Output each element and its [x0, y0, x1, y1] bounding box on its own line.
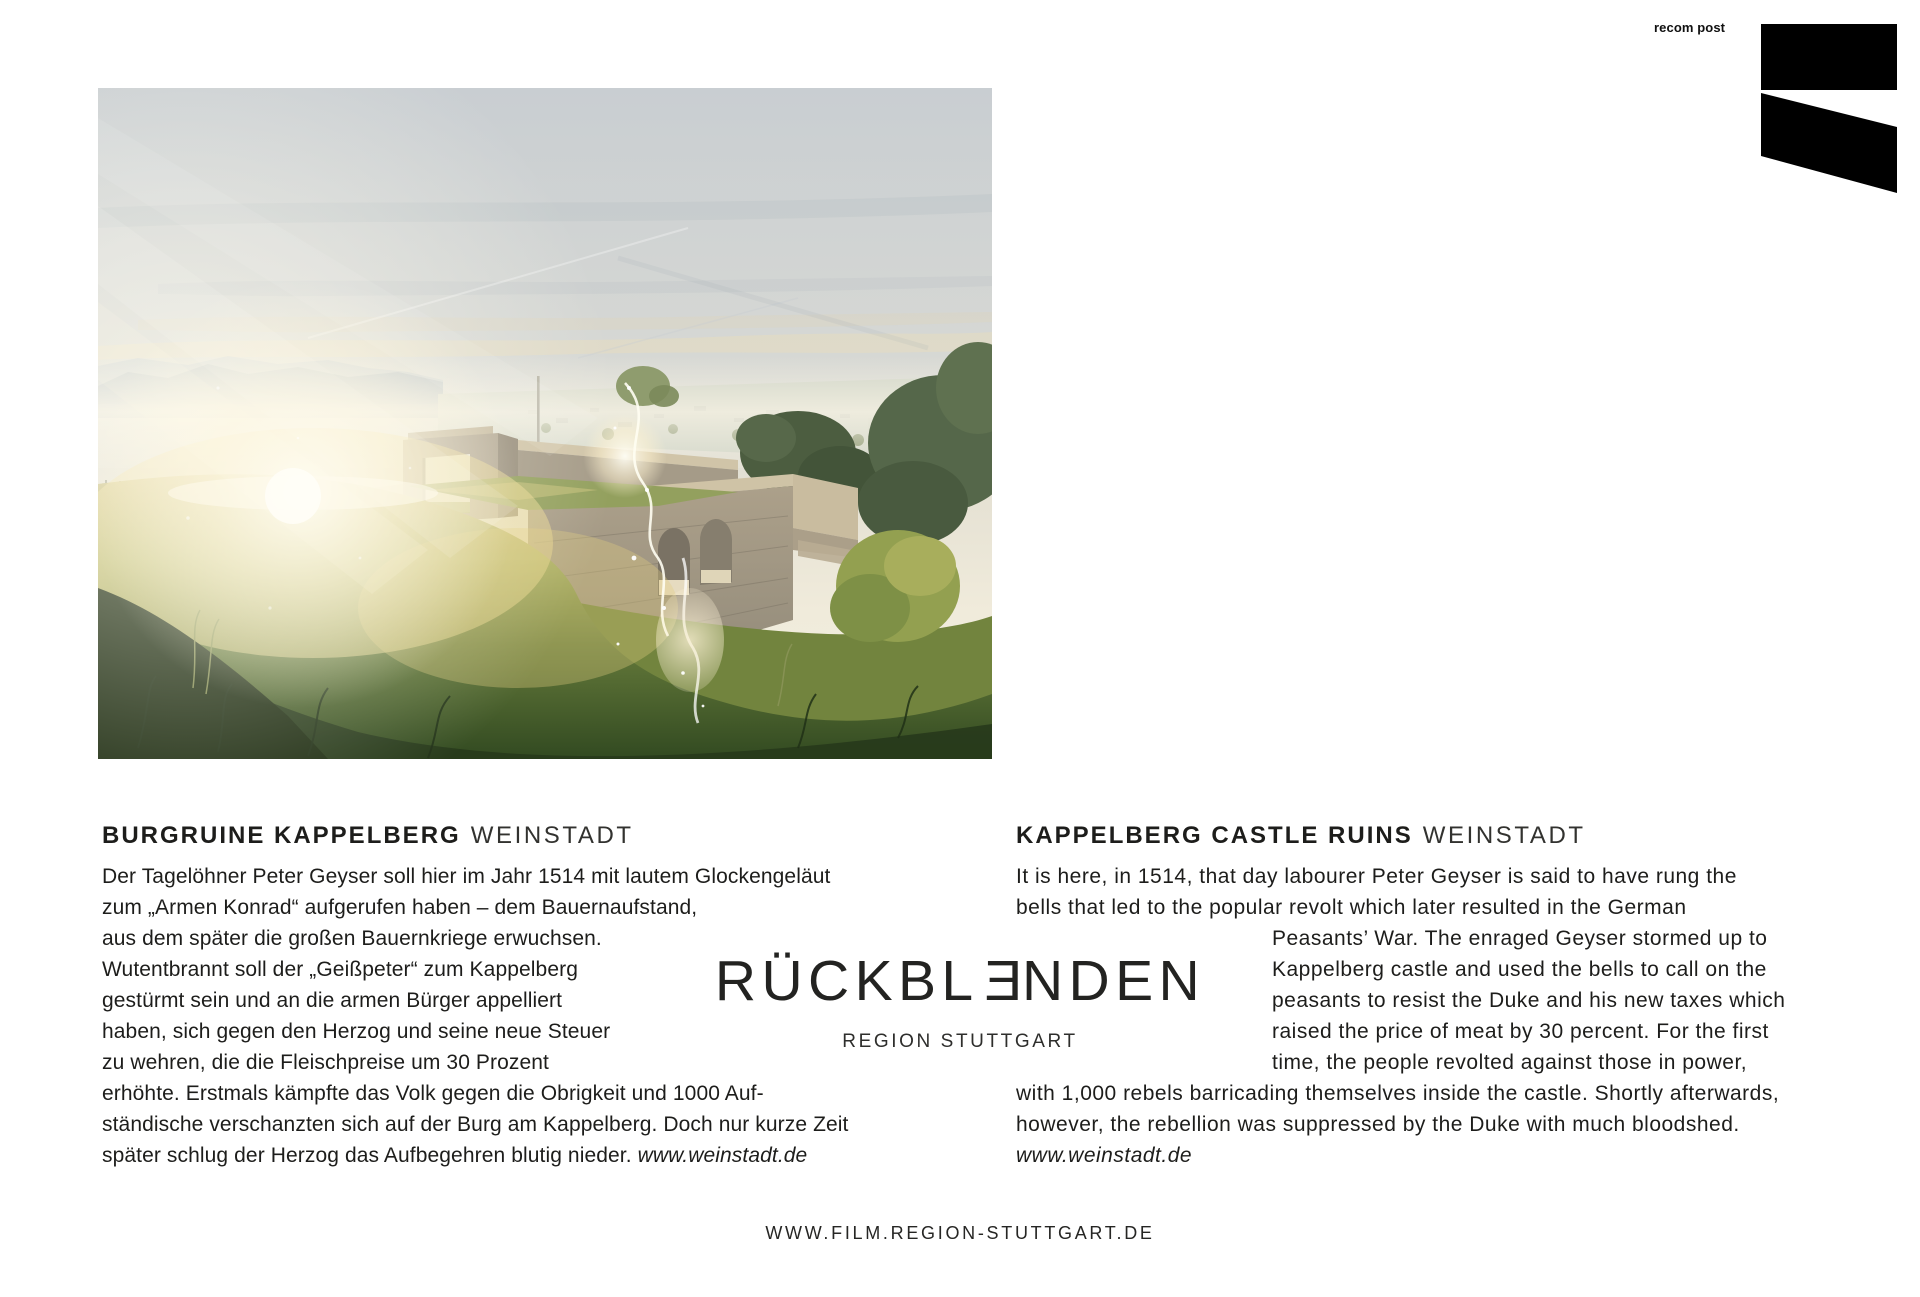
- photo-sun-flare: [98, 88, 992, 759]
- text-line: Kappelberg castle and used the bells to call on the: [1272, 958, 1767, 981]
- text-line: with 1,000 rebels barricading themselves inside the castle. Shortly afterwards,: [1016, 1082, 1780, 1105]
- reversed-e-glyph: E: [978, 949, 1022, 1013]
- wordmark-left: RÜCKBL: [714, 949, 979, 1013]
- english-title-main: KAPPELBERG CASTLE RUINS: [1016, 822, 1413, 849]
- german-title: [102, 822, 634, 850]
- text-line: Peasants’ War. The enraged Geyser stormed up to: [1272, 927, 1768, 950]
- logo-subtitle: REGION STUTTGART: [842, 1031, 1078, 1052]
- english-title: [1016, 822, 1586, 850]
- castle-ruins-photo: [98, 88, 992, 759]
- rueckblenden-wordmark: [0, 951, 1920, 1011]
- text-line: [1016, 1140, 1785, 1171]
- german-title-main: BURGRUINE KAPPELBERG: [102, 822, 461, 849]
- text-line: zum „Armen Konrad“ aufgerufen haben – dem Bauernaufstand,: [102, 896, 698, 919]
- text-line: It is here, in 1514, that day labourer Peter Geyser is said to have rung the: [1016, 865, 1737, 888]
- text-line: peasants to resist the Duke and his new taxes which: [1272, 989, 1786, 1012]
- text-line: haben, sich gegen den Herzog und seine neue Steuer: [102, 1020, 611, 1043]
- german-title-location: WEINSTADT: [470, 822, 634, 849]
- footer-url[interactable]: WWW.FILM.REGION-STUTTGART.DE: [765, 1223, 1155, 1243]
- text-line: however, the rebellion was suppressed by the Duke with much bloodshed.: [1016, 1113, 1740, 1136]
- text-line: erhöhte. Erstmals kämpfte das Volk gegen die Obrigkeit und 1000 Auf-: [102, 1082, 764, 1105]
- text-line: bells that led to the popular revolt which later resulted in the German: [1016, 896, 1687, 919]
- english-title-location: WEINSTADT: [1422, 822, 1586, 849]
- english-paragraph: [1016, 861, 1785, 1171]
- text-line: zu wehren, die die Fleischpreise um 30 Prozent: [102, 1051, 549, 1074]
- text-line: Der Tagelöhner Peter Geyser soll hier im Jahr 1514 mit lautem Glockengeläut: [102, 865, 831, 888]
- text-line: gestürmt sein und an die armen Bürger appelliert: [102, 989, 563, 1012]
- text-line: ständische verschanzten sich auf der Burg am Kappelberg. Doch nur kurze Zeit: [102, 1113, 849, 1136]
- text-line-prefix: später schlug der Herzog das Aufbegehren blutig nieder.: [102, 1144, 638, 1167]
- german-paragraph: [102, 861, 849, 1171]
- text-line: raised the price of meat by 30 percent. For the first: [1272, 1020, 1769, 1043]
- weinstadt-link-en[interactable]: www.weinstadt.de: [1016, 1144, 1193, 1167]
- recom-logo-mark: [1761, 24, 1897, 193]
- weinstadt-link-de[interactable]: www.weinstadt.de: [637, 1144, 808, 1167]
- text-line: [102, 1140, 849, 1171]
- wordmark-right: NDEN: [1021, 949, 1206, 1013]
- text-line: aus dem später die großen Bauernkriege erwuchsen.: [102, 927, 602, 950]
- text-line: time, the people revolted against those in power,: [1272, 1051, 1748, 1074]
- brand-label: recom post: [1654, 20, 1726, 35]
- text-line: Wutentbrannt soll der „Geißpeter“ zum Kappelberg: [102, 958, 578, 981]
